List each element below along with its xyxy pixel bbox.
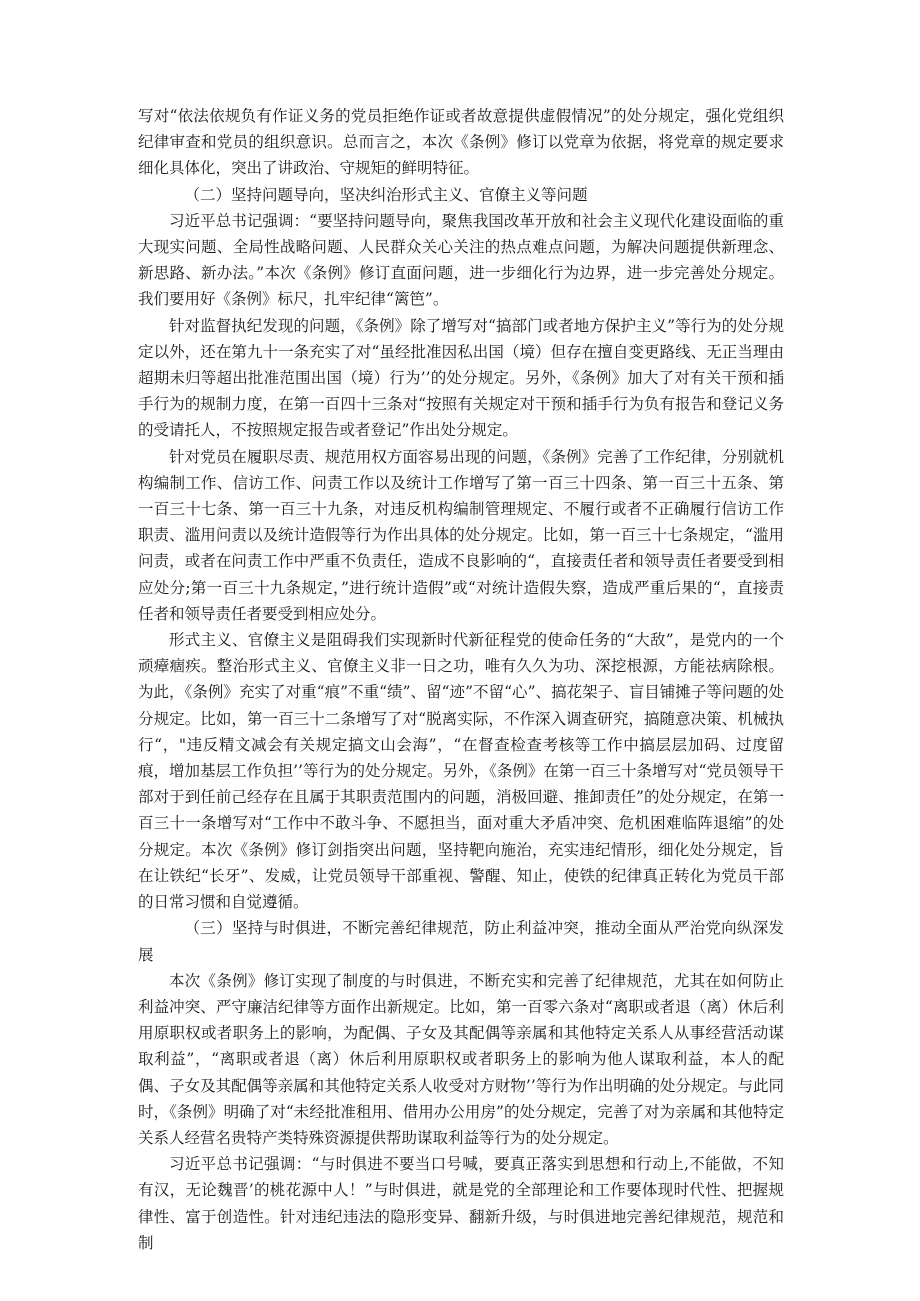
paragraph: 针对党员在履职尽责、规范用权方面容易出现的问题，《条例》完善了工作纪律，分别就机构编制工作、信访工作、问责工作以及统计工作增写了第一百三十四条、第一百三十五条、第一百三十七条、第一百三十九条，对违反机构编制管理规定、不履行或者不正确履行信访工作职责、滥用问责以及统计造假等行为作出具体的处分规定。比如，第一百三十七条规定，“滥用问责，或者在问责工作中严重不负责任，造成不良影响的“，直接责任者和领导责任者要受到相应处分;第一百三十九条规定，”进行统计造假”或“对统计造假失察，造成严重后果的“，直接责任者和领导责任者要受到相应处分。 [138, 447, 784, 623]
paragraph-continuation: 写对“依法依规负有作证义务的党员拒绝作证或者故意提供虚假情况”的处分规定，强化党组织纪律审查和党员的组织意识。总而言之，本次《条例》修订以党章为依据，将党章的规定要求细化具体化，突出了讲政治、守规矩的鲜明特征。 [138, 107, 784, 178]
paragraph: 形式主义、官僚主义是阻碍我们实现新时代新征程党的使命任务的“大敌”，是党内的一个顽瘴痼疾。整治形式主义、官僚主义非一日之功，唯有久久为功、深挖根源，方能祛病除根。为此，《条例》充实了对重“痕”不重“绩”、留“迹”不留“心”、搞花架子、盲目铺摊子等问题的处分规定。比如，第一百三十二条增写了对“脱离实际，不作深入调查研究，搞随意决策、机械执行“，"违反精文减会有关规定搞文山会海”，“在督查检查考核等工作中搞层层加码、过度留痕，增加基层工作负担’’等行为的处分规定。另外，《条例》在第一百三十条增写对“党员领导干部对于到任前己经存在且属于其职责范围内的问题，消极回避、推卸责任”的处分规定，在第一百三十一条增写对“工作中不敢斗争、不愿担当，面对重大矛盾冲突、危机困难临阵退缩”的处分规定。本次《条例》修订剑指突出问题，坚持靶向施治，充实违纪情形，细化处分规定，旨在让铁纪“长牙”、发威，让党员领导干部重视、警醒、知止，使铁的纪律真正转化为党员干部的日常习惯和自觉遵循。 [138, 631, 784, 912]
section-heading-2: （二）坚持问题导向，坚决纠治形式主义、官僚主义等问题 [184, 185, 588, 204]
paragraph: 习近平总书记强调：“要坚持问题导向，聚焦我国改革开放和社会主义现代化建设面临的重大现实问题、全局性战略问题、人民群众关心关注的热点难点问题，为解决问题提供新理念、新思路、新办法。”本次《条例》修订直面问题，进一步细化行为边界，进一步完善处分规定。我们要用好《条例》标尺，扎牢纪律“篱笆”。 [138, 211, 784, 309]
section-heading-3: （三）坚持与时俱进，不断完善纪律规范，防止利益冲突，推动全面从严治党向纵深发展 [138, 919, 784, 964]
paragraph: 针对监督执纪发现的问题，《条例》除了增写对“搞部门或者地方保护主义”等行为的处分规定以外，还在第九十一条充实了对“虽经批准因私出国（境）但存在擅自变更路线、无正当理由超期未归等超出批准范围出国（境）行为’’的处分规定。另外，《条例》加大了对有关干预和插手行为的规制力度，在第一百四十三条对“按照有关规定对干预和插手行为负有报告和登记义务的受请托人，不按照规定报告或者登记”作出处分规定。 [138, 316, 784, 440]
document-page [138, 103, 784, 1256]
paragraph: 习近平总书记强调：“与时俱进不要当口号喊，要真正落实到思想和行动上,不能做，不知有汉，无论魏晋’的桃花源中人！”与时俱进，就是党的全部理论和工作要体现时代性、把握规律性、富于创造性。针对违纪违法的隐形变异、翻新升级，与时俱进地完善纪律规范，规范和制 [138, 1155, 784, 1252]
paragraph: 本次《条例》修订实现了制度的与时俱进，不断充实和完善了纪律规范，尤其在如何防止利益冲突、严守廉洁纪律等方面作出新规定。比如，第一百零六条对“离职或者退（离）休后利用原职权或者职务上的影响，为配偶、子女及其配偶等亲属和其他特定关系人从事经营活动谋取利益”，“离职或者退（离）休后利用原职权或者职务上的影响为他人谋取利益，本人的配偶、子女及其配偶等亲属和其他特定关系人收受对方财物’’等行为作出明确的处分规定。与此同时，《条例》明确了对“未经批准租用、借用办公用房”的处分规定，完善了对为亲属和其他特定关系人经营名贵特产类特殊资源提供帮助谋取利益等行为的处分规定。 [138, 971, 784, 1147]
